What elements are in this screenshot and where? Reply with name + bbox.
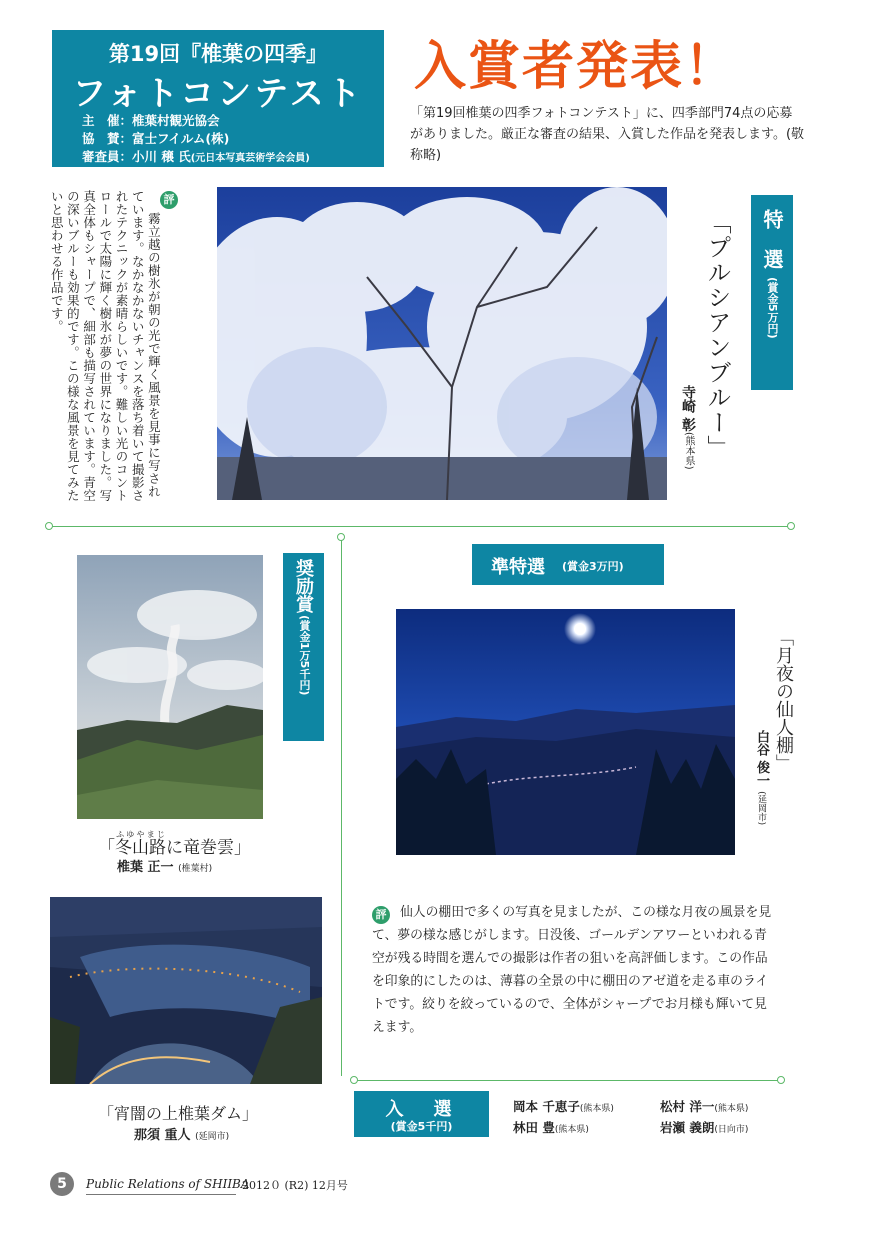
divider-vertical	[341, 536, 342, 1076]
author-name: 那須 重人	[134, 1128, 191, 1143]
winner-origin: (日向市)	[714, 1125, 749, 1135]
issue-label: 2012０ (R2) 12月号	[242, 1179, 348, 1192]
encouragement-author-2	[134, 1124, 229, 1143]
special-photo	[217, 187, 667, 500]
special-critique-text: 霧立越の樹氷が朝の光で輝く風景を見事に写されています。なかなかないチャンスを落ち着いて撮影されたテクニックが素晴らしいです。難しい光のコントロールで太陽に輝く樹氷が夢の世界になりました。写真全体もシャープで、細部も描写されています。青空の深いブルーも効果的です。この様な風景を見てみたいと思わせる作品です。	[49, 190, 162, 502]
semi-special-photo	[396, 609, 735, 855]
special-award-prize: (賞金5万円)	[766, 277, 779, 339]
title-open-bracket: 「	[98, 838, 115, 858]
semi-special-author	[752, 730, 771, 825]
selected-award-badge	[354, 1091, 489, 1137]
special-author-name: 寺崎 彰	[680, 385, 696, 432]
contest-header-box	[52, 30, 384, 167]
sponsor-value: 富士フイルム(株)	[132, 131, 230, 146]
winner-origin: (熊本県)	[554, 1125, 589, 1135]
selected-award-prize: (賞金5千円)	[390, 1120, 453, 1133]
title-ruby-reading: ふゆやまじ	[115, 830, 166, 839]
author-origin: (延岡市)	[195, 1132, 230, 1142]
page-number: 5	[50, 1172, 74, 1196]
selected-award-label: 入 選	[385, 1099, 458, 1120]
sponsor-label: 協 賛：	[82, 131, 133, 146]
special-critique	[48, 190, 161, 506]
special-award-badge	[751, 195, 793, 390]
divider-top	[50, 526, 790, 527]
winner-name	[660, 1118, 748, 1136]
organizer-value: 椎葉村観光協会	[132, 113, 220, 128]
title-rest: に竜巻雲」	[166, 838, 251, 858]
sponsor-row	[82, 129, 229, 147]
encouragement-author-1	[117, 856, 212, 875]
author-name: 白谷 俊一	[754, 730, 769, 787]
organizer-label: 主 催：	[82, 113, 133, 128]
divider-dot	[350, 1076, 358, 1084]
organizer-row	[82, 111, 220, 129]
semi-special-award-badge	[472, 544, 664, 585]
winner-origin: (熊本県)	[579, 1104, 614, 1114]
winner-name	[660, 1097, 748, 1115]
encouragement-title-2: 「宵闇の上椎葉ダム」	[98, 1104, 259, 1123]
encouragement-award-badge	[283, 553, 324, 741]
encouragement-award-label: 奨励賞	[293, 559, 314, 613]
divider-dot	[337, 533, 345, 541]
intro-text: 「第19回椎葉の四季フォトコンテスト」に、四季部門74点の応募がありました。厳正な審査の結果、入賞した作品を発表します。(敬称略)	[410, 106, 805, 163]
author-origin: (椎葉村)	[178, 864, 213, 874]
semi-special-award-label: 準特選	[491, 557, 545, 578]
contest-name: フォトコンテスト	[72, 74, 364, 114]
special-author	[678, 385, 698, 470]
judge-note: (元日本写真芸術学会会員)	[190, 153, 310, 164]
judge-value: 小川 穣 氏	[132, 149, 191, 164]
divider-dot	[777, 1076, 785, 1084]
encouragement-award-prize: (賞金1万5千円)	[298, 615, 311, 696]
publication-name: Public Relations of SHIIBA	[86, 1177, 250, 1191]
divider-bottom	[354, 1080, 779, 1081]
winner-name-text: 岩瀬 義朗	[660, 1120, 715, 1135]
semi-special-critique: 仙人の棚田で多くの写真を見ましたが、この様な月夜の風景を見て、夢の様な感じがします。日没後、ゴールデンアワーといわれる青空が残る時間を選んでの撮影は作者の狙いを高評価します。この作品を印象的にしたのは、薄暮の全景の中に棚田のアゼ道を走る車のライトです。絞りを絞っているので、全体がシャープでお月様も輝いて見えます。	[372, 905, 772, 1035]
title-ruby-base: 冬山路	[115, 838, 166, 858]
judge-label: 審査員：	[82, 149, 133, 164]
winner-name-text: 林田 豊	[513, 1120, 555, 1135]
divider-dot	[45, 522, 53, 530]
semi-special-award-prize: (賞金3万円)	[562, 560, 624, 573]
edition-line: 第19回『椎葉の四季』	[108, 42, 328, 66]
special-author-origin: (熊本県)	[683, 431, 694, 470]
encouragement-photo-2	[50, 897, 322, 1084]
winner-name	[513, 1097, 614, 1115]
special-award-label: 特 選	[760, 209, 784, 269]
encouragement-photo-1	[77, 555, 263, 819]
judge-row	[82, 147, 310, 165]
winner-name	[513, 1118, 589, 1136]
divider-dot	[787, 522, 795, 530]
author-origin: (延岡市)	[756, 791, 766, 826]
author-name: 椎葉 正一	[117, 860, 174, 875]
special-title: 「プルシアンブルー」	[703, 210, 731, 460]
winner-origin: (熊本県)	[714, 1104, 749, 1114]
critique-badge-icon: 評	[372, 906, 390, 924]
winner-name-text: 岡本 千恵子	[513, 1099, 580, 1114]
semi-special-title: 「月夜の仙人棚」	[773, 628, 794, 772]
title-ruby	[115, 830, 166, 858]
publication-underline	[86, 1194, 236, 1195]
encouragement-title-1	[98, 830, 251, 858]
critique-badge-icon: 評	[160, 191, 178, 209]
winner-name-text: 松村 洋一	[660, 1099, 715, 1114]
headline: 入賞者発表！	[414, 37, 739, 97]
